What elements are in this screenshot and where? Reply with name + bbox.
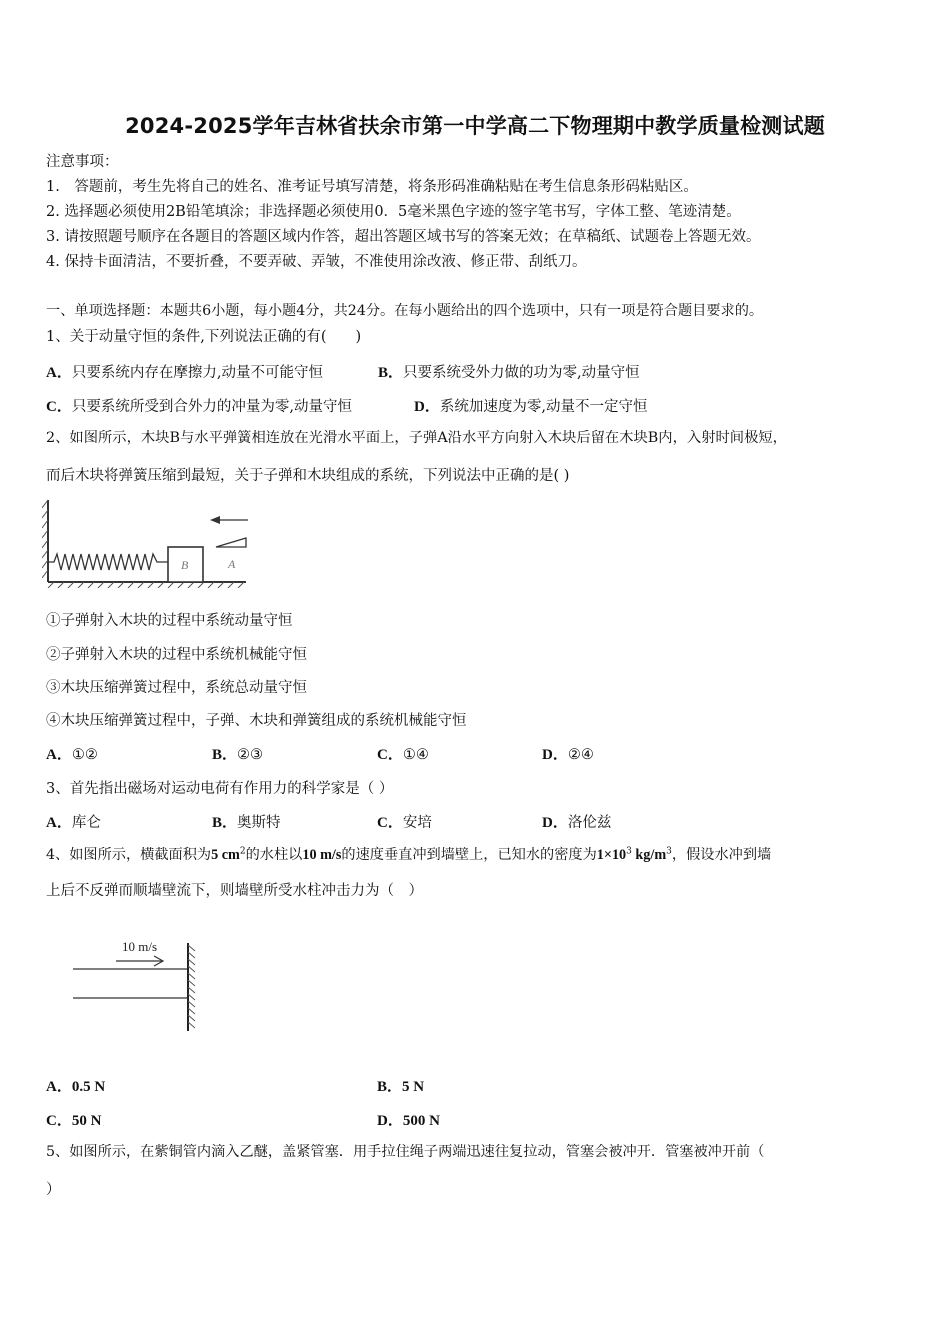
option-text: 系统加速度为零,动量不一定守恒 [439, 399, 648, 415]
option-label: B． [378, 365, 404, 381]
question-5-stem-line1: 5、如图所示，在紫铜管内滴入乙醚，盖紧管塞．用手拉住绳子两端迅速往复拉动，管塞会被冲开．管塞被冲开前（ [46, 1144, 765, 1160]
option-text: 只要系统内存在摩擦力,动量不可能守恒 [71, 365, 323, 381]
option-text: ①② [71, 747, 98, 763]
bullet-label: A [228, 557, 236, 571]
spring-block-figure [42, 496, 252, 588]
option-text: 5 N [402, 1079, 425, 1095]
question-2-statement-1: ①子弹射入木块的过程中系统动量守恒 [46, 613, 293, 629]
option-label: D． [414, 399, 440, 415]
question-4-option-b[interactable] [377, 1075, 424, 1096]
question-4-option-d[interactable] [377, 1109, 440, 1130]
question-2-option-c[interactable] [377, 743, 429, 764]
question-5-stem-line2: ） [46, 1182, 61, 1198]
density-unit: kg/m [631, 847, 667, 863]
question-4-stem-line2: 上后不反弹而顺墙壁流下，则墙壁所受水柱冲击力为（ ） [46, 883, 423, 899]
option-text: 0.5 N [71, 1079, 106, 1095]
notice-item: 2. 选择题必须使用2B铅笔填涂；非选择题必须使用0．5毫米黑色字迹的签字笔书写，字体工整、笔迹清楚。 [46, 204, 741, 220]
question-2-statement-4: ④木块压缩弹簧过程中，子弹、木块和弹簧组成的系统机械能守恒 [46, 713, 467, 729]
option-text: 库仑 [71, 815, 101, 831]
option-text: ②④ [567, 747, 594, 763]
option-label: A． [46, 747, 72, 763]
notice-item: 1. 答题前，考生先将自己的姓名、准考证号填写清楚，将条形码准确粘贴在考生信息条形码粘贴区。 [46, 179, 698, 195]
option-label: B． [377, 1079, 403, 1095]
question-1-option-d[interactable] [414, 395, 647, 416]
question-1-option-c[interactable] [46, 395, 352, 416]
option-text: 奥斯特 [237, 815, 281, 831]
question-3-option-b[interactable] [212, 811, 281, 832]
density-unit-exponent: 3 [666, 846, 672, 857]
option-text: 只要系统所受到合外力的冲量为零,动量守恒 [71, 399, 352, 415]
option-label: A． [46, 365, 72, 381]
question-4-option-a[interactable] [46, 1075, 105, 1096]
option-text: 只要系统受外力做的功为零,动量守恒 [403, 365, 640, 381]
option-text: ②③ [237, 747, 264, 763]
question-2-option-b[interactable] [212, 743, 263, 764]
question-2-option-a[interactable] [46, 743, 98, 764]
question-1-option-a[interactable] [46, 361, 323, 382]
option-label: C． [377, 815, 403, 831]
option-label: D． [542, 815, 568, 831]
notice-heading: 注意事项： [46, 154, 119, 170]
question-4-stem-line1 [46, 845, 771, 865]
question-3-stem: 3、首先指出磁场对运动电荷有作用力的科学家是（ ） [46, 781, 394, 797]
block-label: B [181, 558, 189, 572]
speed-value: 10 m/s [302, 847, 342, 863]
option-text: 安培 [402, 815, 432, 831]
notice-item: 4. 保持卡面清洁，不要折叠，不要弄破、弄皱，不准使用涂改液、修正带、刮纸刀。 [46, 254, 587, 270]
water-jet-figure [70, 935, 205, 1035]
stem-text: 4、如图所示，横截面积为 [46, 847, 212, 863]
velocity-label: 10 m/s [122, 939, 158, 954]
option-label: C． [46, 399, 72, 415]
option-text: 50 N [71, 1113, 102, 1129]
option-text: 500 N [402, 1113, 440, 1129]
question-2-stem-line2: 而后木块将弹簧压缩到最短，关于子弹和木块组成的系统，下列说法中正确的是( ) [46, 468, 570, 484]
option-text: 洛伦兹 [567, 815, 612, 831]
option-label: A． [46, 815, 72, 831]
question-2-statement-3: ③木块压缩弹簧过程中，系统总动量守恒 [46, 680, 307, 696]
stem-text: 的水柱以 [245, 847, 303, 863]
notice-item: 3. 请按照题号顺序在各题目的答题区域内作答，超出答题区域书写的答案无效；在草稿纸、试题卷上答题无效。 [46, 229, 761, 245]
question-3-option-d[interactable] [542, 811, 611, 832]
question-4-option-c[interactable] [46, 1109, 101, 1130]
option-label: C． [377, 747, 403, 763]
question-3-option-c[interactable] [377, 811, 432, 832]
section-heading: 一、单项选择题：本题共6小题，每小题4分，共24分。在每小题给出的四个选项中，只有一项是符合题目要求的。 [46, 303, 764, 319]
page-title: 2024-2025学年吉林省扶余市第一中学高二下物理期中教学质量检测试题 [125, 114, 825, 138]
option-text: ①④ [402, 747, 429, 763]
question-2-option-d[interactable] [542, 743, 594, 764]
option-label: B． [212, 815, 238, 831]
stem-text: 的速度垂直冲到墙壁上，已知水的密度为 [341, 847, 597, 863]
option-label: D． [542, 747, 568, 763]
question-1-option-b[interactable] [378, 361, 640, 382]
area-value: 5 cm [211, 847, 240, 863]
density-exponent: 3 [626, 846, 632, 857]
question-2-stem-line1: 2、如图所示，木块B与水平弹簧相连放在光滑水平面上，子弹A沿水平方向射入木块后留在木块B内，入射时间极短， [46, 430, 787, 446]
area-exponent: 2 [239, 846, 246, 857]
option-label: B． [212, 747, 238, 763]
density-value: 1×10 [596, 847, 627, 863]
stem-text: ，假设水冲到墙 [671, 847, 772, 863]
option-label: D． [377, 1113, 403, 1129]
question-2-statement-2: ②子弹射入木块的过程中系统机械能守恒 [46, 647, 307, 663]
question-1-stem: 1、关于动量守恒的条件,下列说法正确的有( ) [46, 329, 362, 345]
question-3-option-a[interactable] [46, 811, 101, 832]
option-label: A． [46, 1079, 72, 1095]
option-label: C． [46, 1113, 72, 1129]
